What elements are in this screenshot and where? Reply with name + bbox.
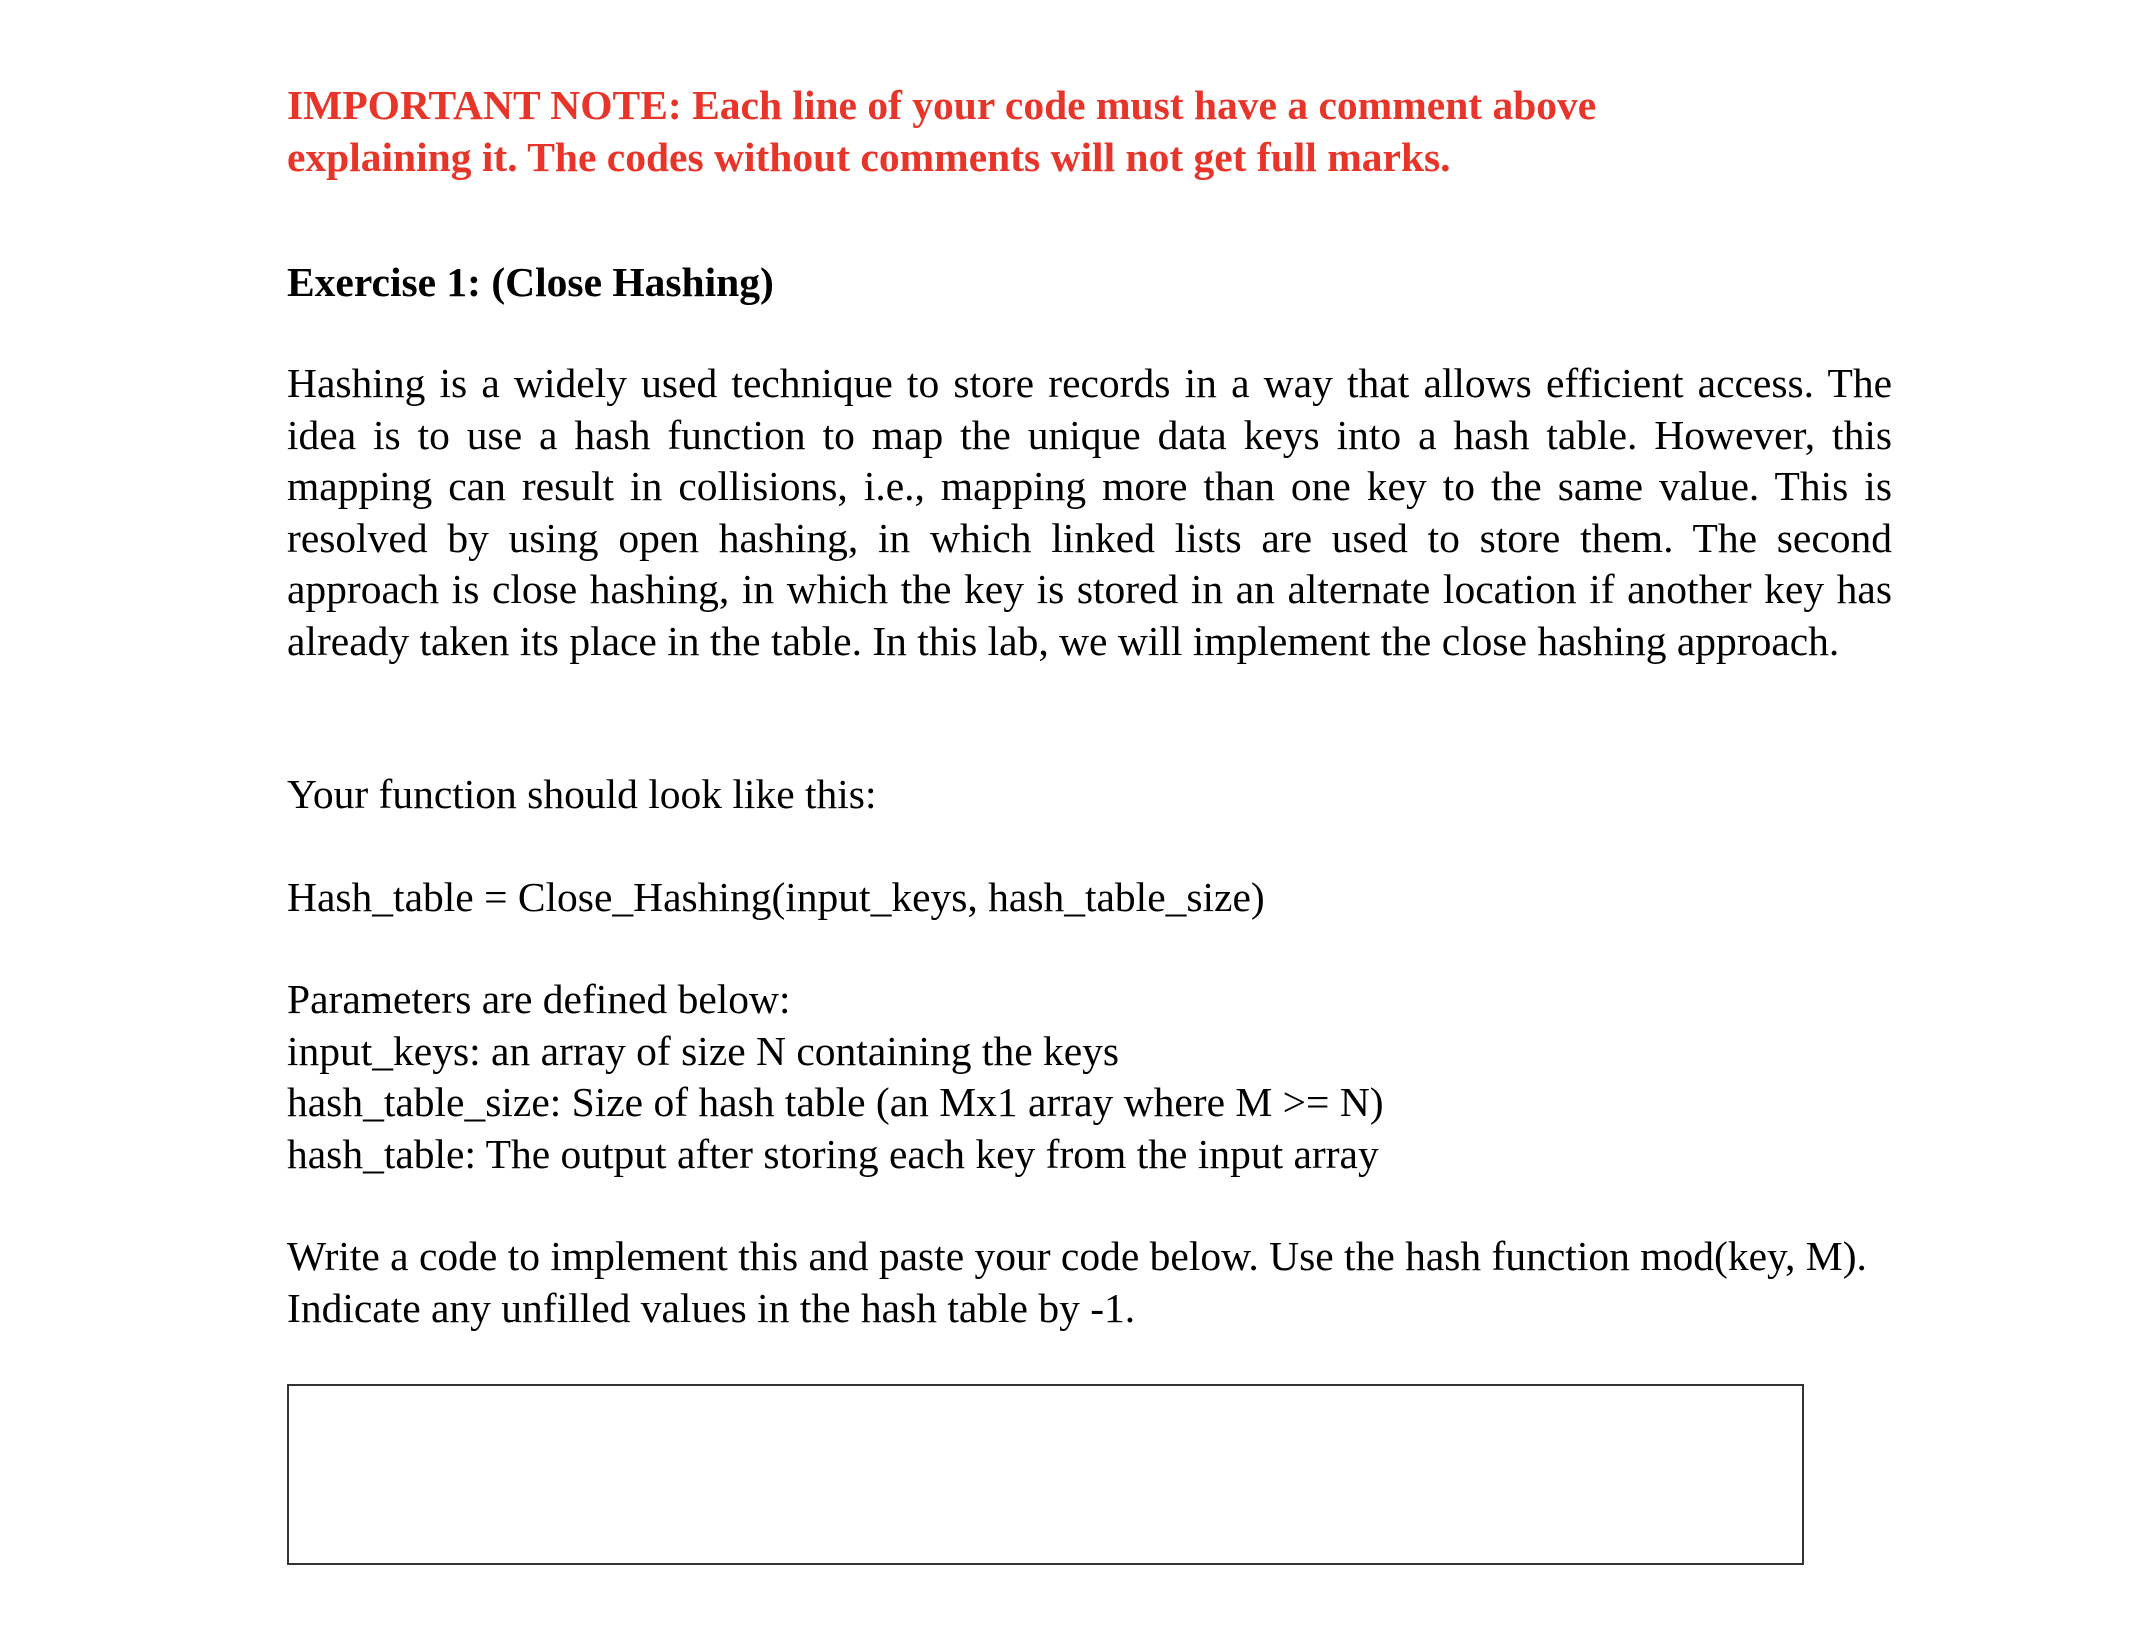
important-note: IMPORTANT NOTE: Each line of your code must have a comment above explaining it. The codes without comments will not get full marks. — [287, 82, 1597, 180]
parameter-item: input_keys: an array of size N containing the keys — [287, 1027, 1120, 1074]
code-answer-box[interactable] — [287, 1384, 1804, 1565]
parameter-item: hash_table_size: Size of hash table (an Mx1 array where M >= N) — [287, 1079, 1384, 1125]
function-intro: Your function should look like this: — [287, 771, 877, 817]
function-signature: Hash_table = Close_Hashing(input_keys, hash_table_size) — [287, 874, 1265, 920]
parameter-item: hash_table: The output after storing each key from the input array — [287, 1130, 1379, 1177]
parameters-heading: Parameters are defined below: — [287, 976, 791, 1022]
instructions: Write a code to implement this and paste your code below. Use the hash function mod(key, M). Indicate any unfilled values in the hash table by -1. — [287, 1233, 1867, 1331]
parameters-section — [287, 974, 1892, 1180]
description-paragraph: Hashing is a widely used technique to store records in a way that allows efficient access. The idea is to use a hash function to map the unique data keys into a hash table. However, this mapping can result in collisions, i.e., mapping more than one key to the same value. This is resolved by using open hashing, in which linked lists are used to store them. The second approach is close hashing, in which the key is stored in an alternate location if another key has already taken its place in the table. In this lab, we will implement the close hashing approach. — [287, 360, 1892, 664]
exercise-title: Exercise 1: (Close Hashing) — [287, 259, 774, 305]
